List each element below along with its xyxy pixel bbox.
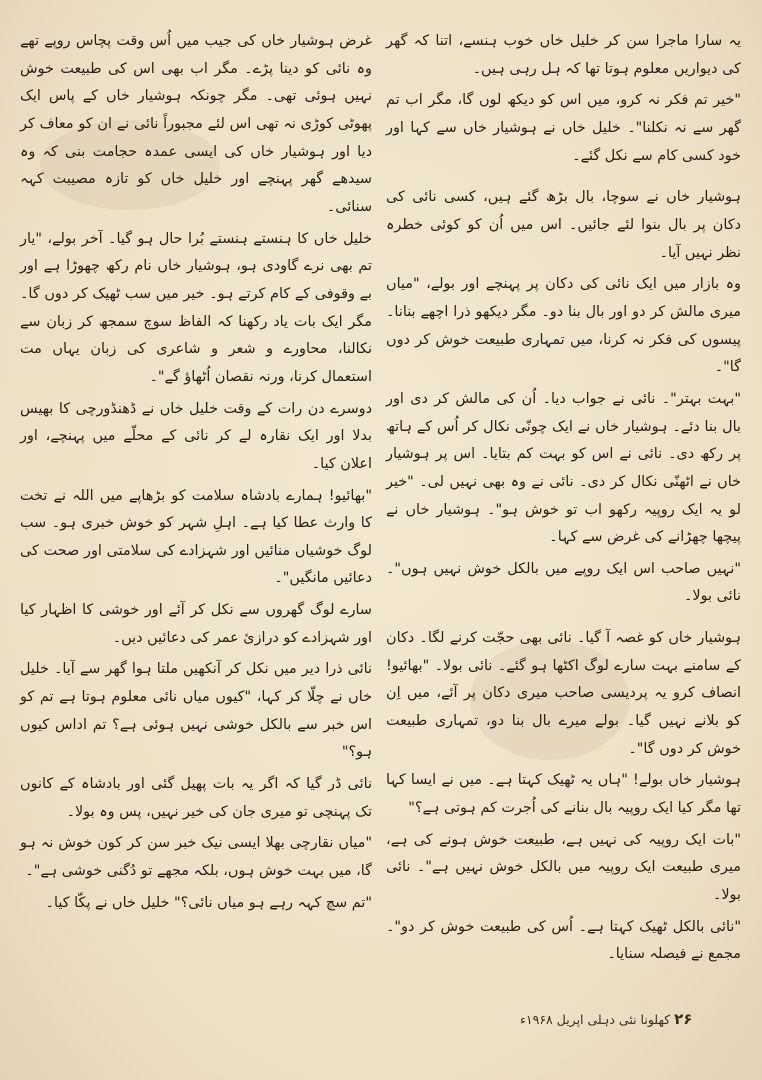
paragraph: ہوشیار خاں نے سوچا، بال بڑھ گئے ہیں، کسی نائی کی دکان پر بال بنوا لئے جائیں۔ اس میں اُن کو کوئی خطرہ نظر نہیں آیا۔: [386, 189, 741, 261]
right-column: [386, 28, 741, 973]
paragraph: "بھائیو! ہمارے بادشاہ سلامت کو بڑھاپے میں اللہ نے تخت کا وارث عطا کیا ہے۔ اہلِ شہر کو خوش خبری ہو۔ سب لوگ خوشیاں منائیں اور شہزادے کی سلامتی اور صحت کی دعائیں مانگیں"۔: [20, 487, 372, 587]
paragraph: "نائی بالکل ٹھیک کہتا ہے۔ اُس کی طبیعت خوش کر دو"۔ مجمع نے فیصلہ سنایا۔: [386, 918, 741, 963]
page-footer: [520, 1010, 692, 1028]
paragraph: غرض ہوشیار خاں کی جیب میں اُس وقت پچاس روپے تھے وہ نائی کو دینا پڑے۔ مگر اب بھی اس کی طبیعت خوش نہیں ہوئی تھی۔ مگر چونکہ ہوشیار خاں کے پاس ایک پھوٹی کوڑی نہ تھی اس لئے مجبوراً نائی نے ان کو معاف کر دیا اور ہوشیار خاں کی ایسی عمدہ حجامت بنی کہ وہ سیدھے گھر پہنچے اور خلیل خاں کو تازہ مصیبت کہہ سنائی۔: [20, 33, 372, 215]
paragraph: "خیر تم فکر نہ کرو، میں اس کو دیکھ لوں گا، مگر اب تم گھر سے نہ نکلنا"۔ خلیل خاں نے ہوشیار خاں سے کہا اور خود کسی کام سے نکل گئے۔: [386, 92, 741, 164]
paragraph: "تم سچ کہہ رہے ہو میاں نائی؟" خلیل خاں نے پکّا کیا۔: [45, 894, 372, 911]
paragraph: نائی ذرا دیر میں نکل کر آنکھیں ملتا ہوا گھر سے آیا۔ خلیل خاں نے چلّا کر کہا، "کیوں میاں نائی معلوم ہوتا ہے تم کو اس خبر سے بالکل خوشی نہیں ہوئی ہے؟ تم اداس کیوں ہو؟": [20, 661, 372, 761]
paragraph: ہوشیار خاں بولے! "ہاں یہ ٹھیک کہتا ہے۔ میں نے ایسا کہا تھا مگر کیا ایک روپیہ بال بنانے کی اُجرت کم ہوتی ہے؟": [386, 772, 741, 817]
paragraph: وہ بازار میں ایک نائی کی دکان پر پہنچے اور بولے، "میاں میری مالش کر دو اور بال بنا دو۔ مگر دیکھو ذرا اچھے بنانا۔ پیسوں کی فکر نہ کرنا، میں تمہاری طبیعت خوش کر دوں گا"۔: [386, 276, 741, 376]
paragraph: نائی ڈر گیا کہ اگر یہ بات پھیل گئی اور بادشاہ کے کانوں تک پہنچی تو میری جان کی خیر نہیں، پس وہ بولا۔: [20, 776, 372, 820]
paragraph: "میاں نقارچی بھلا ایسی نیک خبر سن کر کون خوش نہ ہو گا، میں بہت خوش ہوں، بلکہ مجھے تو دُگنی خوشی ہے"۔: [20, 835, 372, 880]
paragraph: "بہت بہتر"۔ نائی نے جواب دیا۔ اُن کی مالش کر دی اور بال بنا دئے۔ ہوشیار خاں نے ایک چونّی نکال کر اُس کے ہاتھ پر رکھ دی۔ نائی نے اس کو بہت کم بتایا۔ اس پر ہوشیار خاں نے اٹھنّی نکال کر دی۔ نائی نے وہ بھی نہیں لی۔ "خیر لو یہ ایک روپیہ رکھو اب تو خوش ہو"۔ ہوشیار خاں نے پیچھا چھڑانے کی غرض سے کہا۔: [386, 390, 741, 546]
publication-info: کھلونا نئی دہلی اپریل ۱۹۶۸ء: [520, 1012, 671, 1027]
paragraph: یہ سارا ماجرا سن کر خلیل خاں خوب ہنسے، اتنا کہ گھر کی دیواریں معلوم ہوتا تھا کہ ہل رہی ہیں۔: [386, 33, 741, 77]
paragraph: ہوشیار خاں کو غصہ آ گیا۔ نائی بھی حجّت کرنے لگا۔ دکان کے سامنے بہت سارے لوگ اکٹھا ہو گئے۔ نائی بولا۔ "بھائیو! انصاف کرو یہ پردیسی صاحب میری دکان پر آئے، میں اِن کو بلانے نہیں گیا۔ بولے میرے بال بنا دو، تمہاری طبیعت خوش کر دوں گا"۔: [386, 630, 741, 757]
paragraph: دوسرے دن رات کے وقت خلیل خاں نے ڈھنڈورچی کا بھیس بدلا اور ایک نقارہ لے کر نائی کے محلّے میں پہنچے، اور اعلان کیا۔: [20, 400, 372, 472]
paragraph: خلیل خاں کا ہنستے ہنستے بُرا حال ہو گیا۔ آخر بولے، "یار تم بھی نرے گاودی ہو، ہوشیار خاں نام رکھ چھوڑا ہے اور بے وقوفی کے کام کرتے ہو۔ خیر میں سب ٹھیک کر دوں گا۔ مگر ایک بات یاد رکھنا کہ الفاظ سوچ سمجھ کر زبان سے نکالنا، محاورے و شعر و شاعری کی زبان یہاں مت استعمال کرنا، ورنہ نقصان اُٹھاؤ گے"۔: [20, 230, 372, 385]
paragraph: "بات ایک روپیہ کی نہیں ہے، طبیعت خوش ہونے کی ہے، میری طبیعت ایک روپیہ میں بالکل خوش نہیں ہے"۔ نائی بولا۔: [386, 831, 741, 904]
page-number: ۲۶: [674, 1010, 693, 1028]
paragraph: سارے لوگ گھروں سے نکل کر آئے اور خوشی کا اظہار کیا اور شہزادے کو درازیٔ عمر کی دعائیں دیں۔: [20, 602, 372, 646]
paragraph: "نہیں صاحب اس ایک روپے میں بالکل خوش نہیں ہوں"۔ نائی بولا۔: [386, 560, 741, 605]
left-column: [20, 28, 372, 921]
